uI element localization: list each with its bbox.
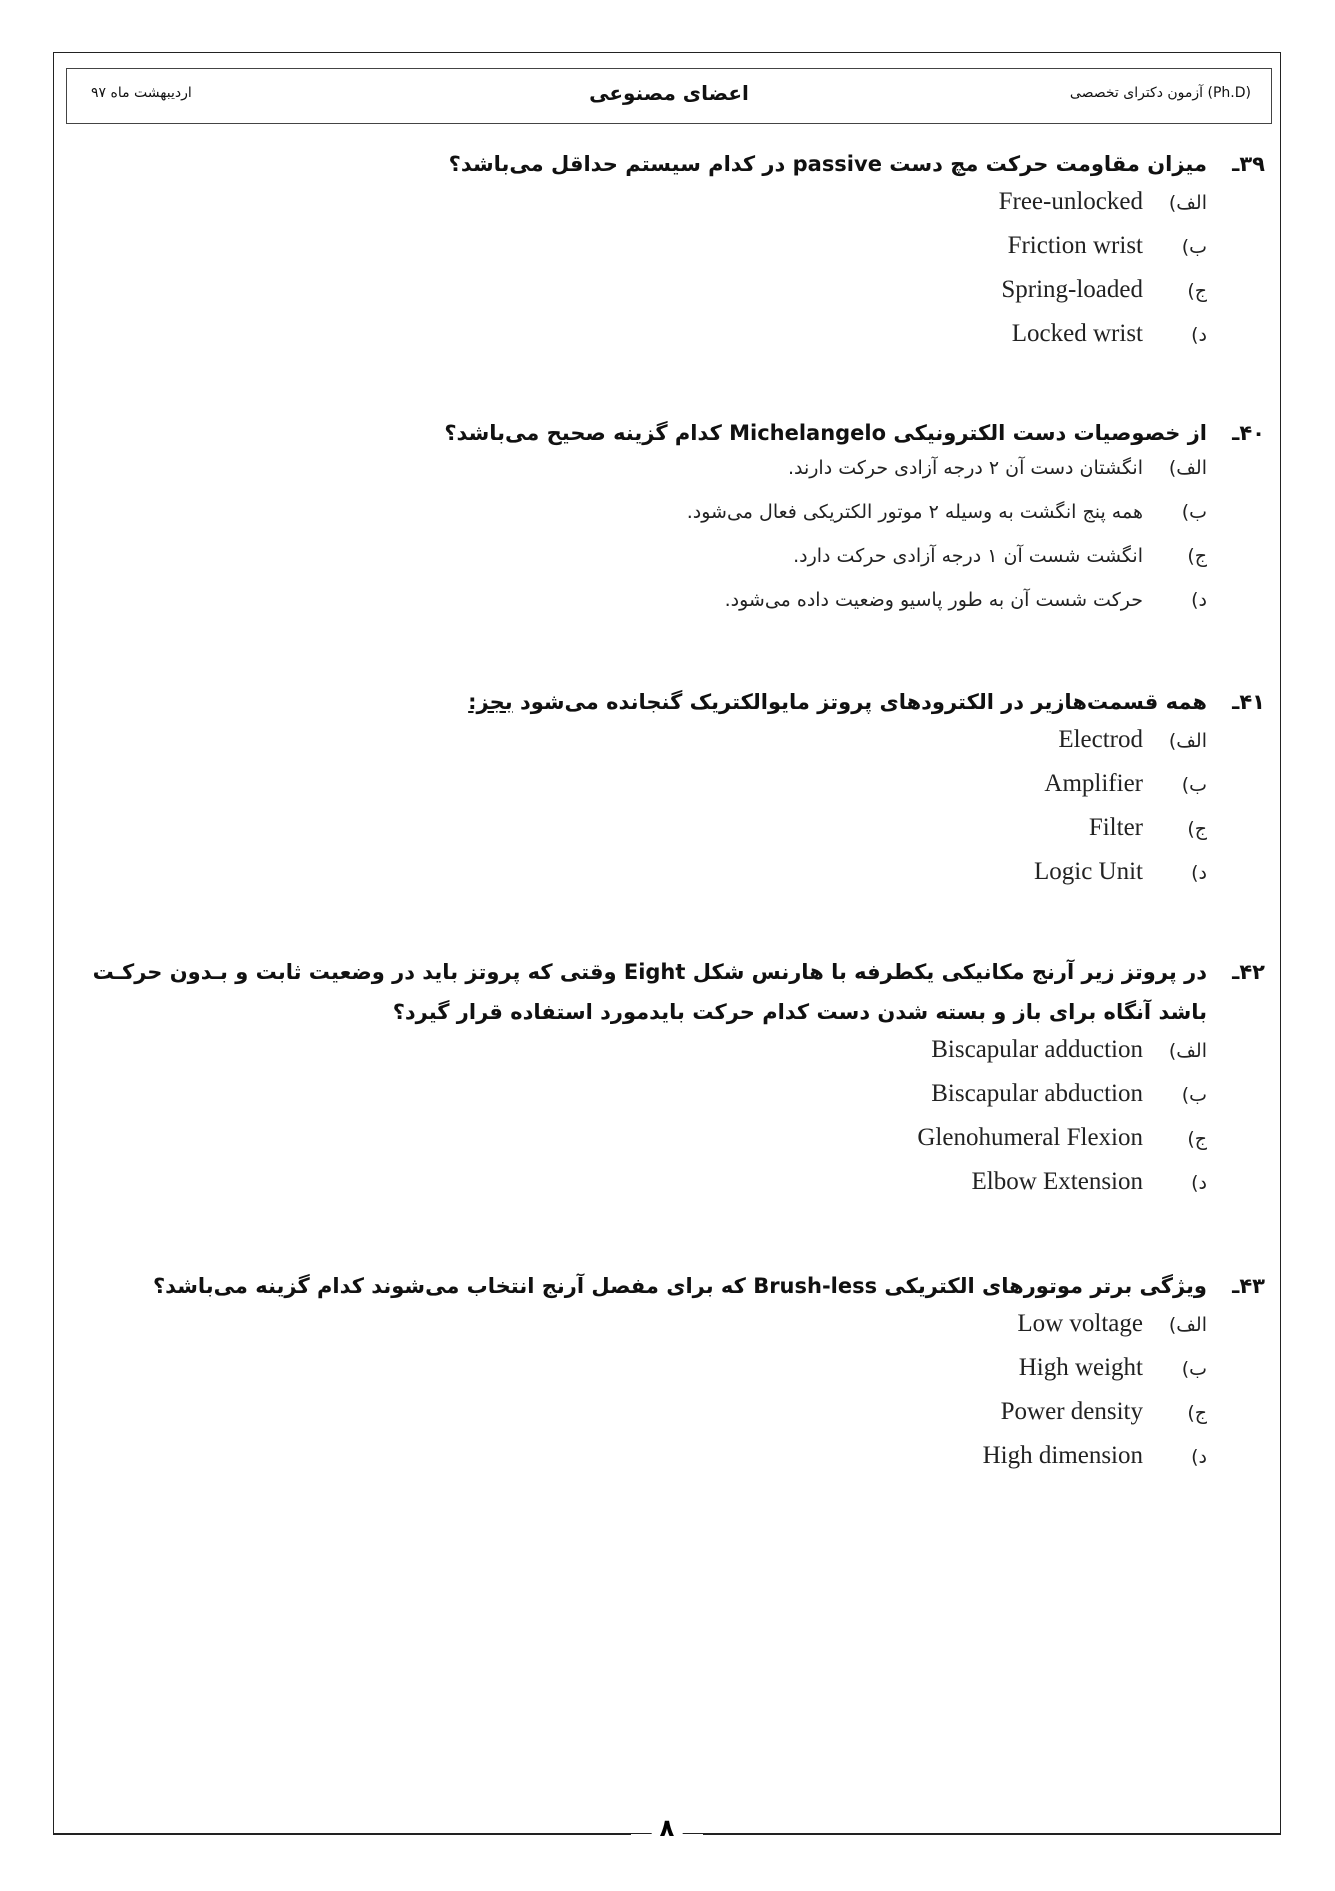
- option-text: High dimension: [982, 1442, 1143, 1469]
- footer-divider-right: [703, 1834, 1281, 1835]
- option-text: Friction wrist: [1007, 232, 1143, 259]
- question-number: ۴۰ـ: [1232, 421, 1265, 445]
- exam-date: اردیبهشت ماه ۹۷: [91, 85, 192, 101]
- option-d[interactable]: [468, 858, 1207, 902]
- exam-title: آزمون دکترای تخصصی (Ph.D): [1069, 85, 1251, 101]
- option-c[interactable]: [468, 814, 1207, 858]
- option-c[interactable]: [449, 276, 1207, 320]
- option-a[interactable]: [449, 188, 1207, 232]
- option-label: د): [1191, 1172, 1207, 1194]
- question-text-main: همه قسمت‌هازیر در الکترودهای پروتز مایوالکتریک گنجانده می‌شود: [519, 690, 1207, 714]
- options-list: [468, 726, 1207, 902]
- options-list: [449, 188, 1207, 364]
- page-header: [66, 68, 1272, 124]
- option-label: ب): [1181, 1084, 1207, 1106]
- option-label: ب): [1181, 236, 1207, 258]
- option-b[interactable]: [468, 770, 1207, 814]
- question-number: ۴۲ـ: [1232, 960, 1265, 984]
- option-d[interactable]: [449, 320, 1207, 364]
- options-list: [93, 1036, 1207, 1212]
- question-text: میزان مقاومت حرکت مچ دست passive در کدام سیستم حداقل می‌باشد؟: [448, 152, 1207, 176]
- option-text: Locked wrist: [1011, 320, 1143, 347]
- option-label: د): [1191, 862, 1207, 884]
- question-40: [444, 421, 1265, 633]
- question-number: ۳۹ـ: [1232, 152, 1265, 176]
- option-text: Elbow Extension: [971, 1168, 1143, 1195]
- option-label: ج): [1187, 280, 1207, 302]
- option-c[interactable]: [444, 545, 1207, 589]
- option-label: ج): [1187, 1128, 1207, 1150]
- question-41: [468, 690, 1265, 902]
- options-list: [153, 1310, 1207, 1486]
- option-label: ب): [1181, 501, 1207, 523]
- page-footer: [53, 1814, 1281, 1856]
- option-label: الف): [1168, 192, 1207, 214]
- question-43: [153, 1274, 1265, 1486]
- subject-title: اعضای مصنوعی: [589, 81, 749, 105]
- option-c[interactable]: [93, 1124, 1207, 1168]
- option-label: الف): [1168, 457, 1207, 479]
- option-a[interactable]: [93, 1036, 1207, 1080]
- option-text: انگشتان دست آن ۲ درجه آزادی حرکت دارند.: [787, 457, 1143, 479]
- option-label: ب): [1181, 774, 1207, 796]
- option-label: الف): [1168, 730, 1207, 752]
- option-text: همه پنج انگشت به وسیله ۲ موتور الکتریکی فعال می‌شود.: [686, 501, 1143, 523]
- question-text-emphasis: بجز:: [468, 690, 513, 714]
- question-number: ۴۳ـ: [1232, 1274, 1265, 1298]
- option-text: Biscapular abduction: [931, 1080, 1143, 1107]
- option-text: Spring-loaded: [1001, 276, 1143, 303]
- option-label: الف): [1168, 1040, 1207, 1062]
- question-number: ۴۱ـ: [1232, 690, 1265, 714]
- question-39: [449, 152, 1265, 364]
- option-text: Amplifier: [1044, 770, 1143, 797]
- option-d[interactable]: [153, 1442, 1207, 1486]
- option-label: ج): [1187, 1402, 1207, 1424]
- option-text: Power density: [1000, 1398, 1143, 1425]
- option-text: Free-unlocked: [998, 188, 1143, 215]
- option-d[interactable]: [93, 1168, 1207, 1212]
- option-b[interactable]: [93, 1080, 1207, 1124]
- option-b[interactable]: [444, 501, 1207, 545]
- option-label: ب): [1181, 1358, 1207, 1380]
- option-label: ج): [1187, 545, 1207, 567]
- option-text: Glenohumeral Flexion: [917, 1124, 1143, 1151]
- option-text: Biscapular adduction: [931, 1036, 1143, 1063]
- question-text: [468, 690, 1207, 714]
- question-42: [93, 960, 1265, 1212]
- footer-divider-left: [53, 1834, 631, 1835]
- option-text: Low voltage: [1017, 1310, 1143, 1337]
- option-label: د): [1191, 589, 1207, 611]
- option-a[interactable]: [468, 726, 1207, 770]
- option-text: Electrod: [1058, 726, 1143, 753]
- question-text-line2: باشد آنگاه برای باز و بسته شدن دست کدام حرکت بایدمورد استفاده قرار گیرد؟: [392, 1000, 1207, 1024]
- option-label: د): [1191, 324, 1207, 346]
- question-text: ویژگی برتر موتورهای الکتریکی Brush-less که برای مفصل آرنج انتخاب می‌شوند کدام گزینه می‌باشد؟: [152, 1274, 1207, 1298]
- option-text: انگشت شست آن ۱ درجه آزادی حرکت دارد.: [793, 545, 1143, 567]
- options-list: [444, 457, 1207, 633]
- question-text: در پروتز زیر آرنج مکانیکی یکطرفه با هارنس شکل Eight وقتی که پروتز باید در وضعیت ثابت و بـدون حرکـت: [92, 960, 1207, 984]
- option-label: د): [1191, 1446, 1207, 1468]
- option-a[interactable]: [444, 457, 1207, 501]
- option-text: Filter: [1088, 814, 1143, 841]
- option-text: High weight: [1018, 1354, 1143, 1381]
- option-label: الف): [1168, 1314, 1207, 1336]
- option-b[interactable]: [449, 232, 1207, 276]
- page-number: ۸: [652, 1814, 683, 1842]
- option-a[interactable]: [153, 1310, 1207, 1354]
- option-c[interactable]: [153, 1398, 1207, 1442]
- question-text: از خصوصیات دست الکترونیکی Michelangelo کدام گزینه صحیح می‌باشد؟: [444, 421, 1207, 445]
- option-text: Logic Unit: [1033, 858, 1143, 885]
- option-label: ج): [1187, 818, 1207, 840]
- option-b[interactable]: [153, 1354, 1207, 1398]
- option-d[interactable]: [444, 589, 1207, 633]
- option-text: حرکت شست آن به طور پاسیو وضعیت داده می‌شود.: [724, 589, 1143, 611]
